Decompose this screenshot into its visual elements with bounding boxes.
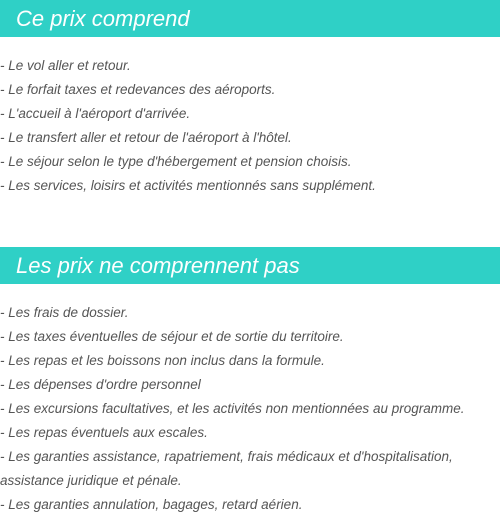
excludes-heading: Les prix ne comprennent pas (0, 247, 500, 284)
list-item: - Les garanties annulation, bagages, retard aérien. (0, 497, 303, 512)
includes-list (0, 54, 500, 198)
list-item: - Les repas et les boissons non inclus dans la formule. (0, 353, 325, 368)
list-item: - Les services, loisirs et activités mentionnés sans supplément. (0, 178, 376, 193)
list-item: - L'accueil à l'aéroport d'arrivée. (0, 106, 191, 121)
list-item: - Les excursions facultatives, et les activités non mentionnées au programme. (0, 401, 465, 416)
list-item: - Le séjour selon le type d'hébergement et pension choisis. (0, 154, 352, 169)
excludes-list (0, 301, 500, 517)
list-item: - Les taxes éventuelles de séjour et de sortie du territoire. (0, 329, 344, 344)
list-item: - Les garanties assistance, rapatriement, frais médicaux et d'hospitalisation, assistance juridique et pénale. (0, 449, 453, 488)
list-item: - Le vol aller et retour. (0, 58, 131, 73)
list-item: - Le forfait taxes et redevances des aéroports. (0, 82, 276, 97)
list-item: - Les frais de dossier. (0, 305, 129, 320)
includes-heading: Ce prix comprend (0, 0, 500, 37)
list-item: - Les dépenses d'ordre personnel (0, 377, 201, 392)
list-item: - Le transfert aller et retour de l'aéroport à l'hôtel. (0, 130, 292, 145)
list-item: - Les repas éventuels aux escales. (0, 425, 208, 440)
